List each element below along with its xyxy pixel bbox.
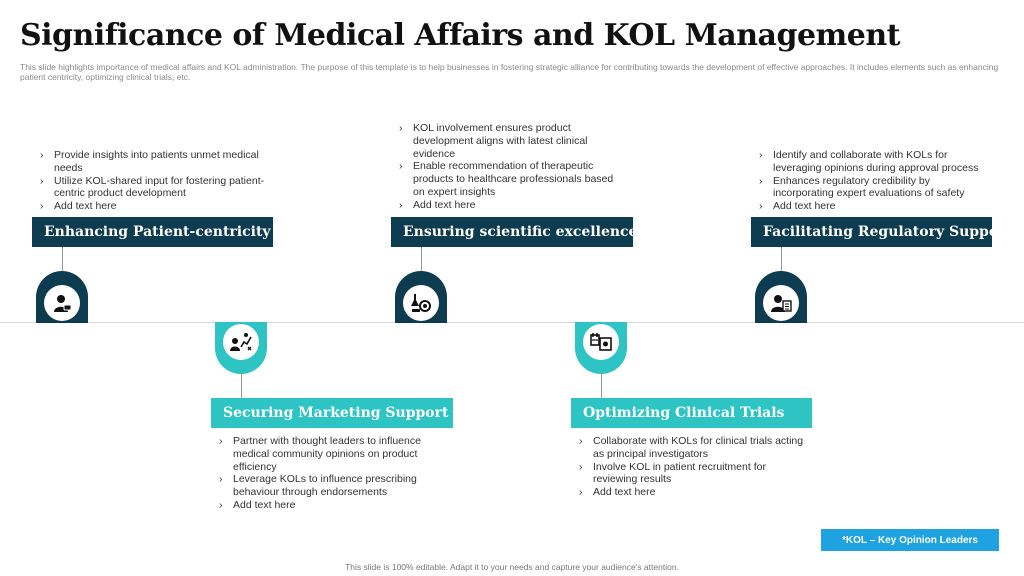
scientific-excellence-bullets [397, 122, 627, 212]
connector-line [781, 247, 782, 271]
clinical-trials-tab [575, 322, 627, 374]
marketing-icon [223, 324, 259, 360]
list-item: › Add text here [217, 499, 447, 512]
list-item: › Enable recommendation of therapeutic products to healthcare professionals based on expert insights [397, 160, 627, 198]
regulatory-support-bullets [757, 149, 989, 213]
patient-centricity-tab [36, 271, 88, 323]
list-item: › Identify and collaborate with KOLs for leveraging opinions during approval process [757, 149, 989, 175]
list-item: › Enhances regulatory credibility by incorporating expert evaluations of safety [757, 175, 989, 201]
patient-centricity-bullets [38, 149, 268, 213]
scientific-excellence-label: Ensuring scientific excellence [391, 217, 633, 247]
list-item: › Add text here [38, 200, 268, 213]
kol-note-badge: *KOL – Key Opinion Leaders [821, 529, 999, 551]
clinical-trial-icon [583, 324, 619, 360]
list-item: › Collaborate with KOLs for clinical trials acting as principal investigators [577, 435, 807, 461]
connector-line [421, 247, 422, 271]
regulatory-support-label: Facilitating Regulatory Support [751, 217, 992, 247]
marketing-support-label: Securing Marketing Support [211, 398, 453, 428]
list-item: › Involve KOL in patient recruitment for reviewing results [577, 461, 807, 487]
connector-line [241, 374, 242, 398]
clinical-trials-label: Optimizing Clinical Trials [571, 398, 812, 428]
marketing-support-tab [215, 322, 267, 374]
list-item: › Utilize KOL-shared input for fostering patient-centric product development [38, 175, 268, 201]
list-item: › KOL involvement ensures product development aligns with latest clinical evidence [397, 122, 627, 160]
list-item: › Add text here [757, 200, 989, 213]
patient-icon [44, 285, 80, 321]
connector-line [62, 247, 63, 271]
regulatory-support-tab [755, 271, 807, 323]
timeline-line [0, 322, 1024, 323]
list-item: › Provide insights into patients unmet medical needs [38, 149, 268, 175]
patient-centricity-label: Enhancing Patient-centricity [32, 217, 273, 247]
footer-note: This slide is 100% editable. Adapt it to your needs and capture your audience's attention. [345, 562, 679, 572]
page-subtitle: This slide highlights importance of medical affairs and KOL administration. The purpose of this template is to help businesses in fostering strategic alliance for contributing towards the development of effective approaches. It includes elements such as enhancing patient centricity, optimizing clinical trials, etc. [20, 62, 999, 82]
list-item: › Add text here [397, 199, 627, 212]
list-item: › Add text here [577, 486, 807, 499]
clinical-trials-bullets [577, 435, 807, 499]
science-icon [403, 285, 439, 321]
list-item: › Leverage KOLs to influence prescribing behaviour through endorsements [217, 473, 447, 499]
page-title: Significance of Medical Affairs and KOL Management [20, 18, 901, 53]
list-item: › Partner with thought leaders to influence medical community opinions on product efficiency [217, 435, 447, 473]
regulatory-icon [763, 285, 799, 321]
scientific-excellence-tab [395, 271, 447, 323]
connector-line [601, 374, 602, 398]
marketing-support-bullets [217, 435, 447, 512]
